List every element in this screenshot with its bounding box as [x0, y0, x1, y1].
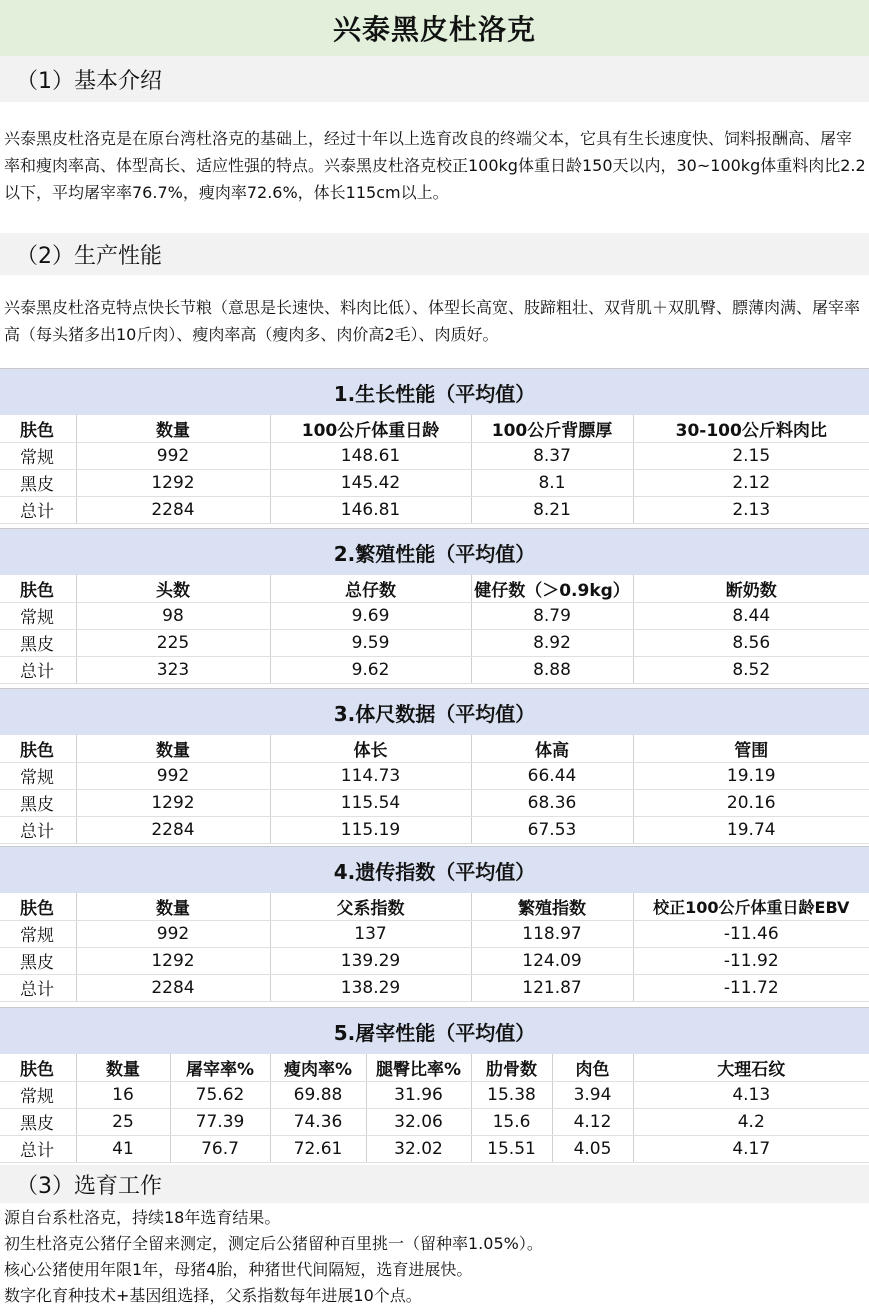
table-cell: 黑皮: [0, 469, 76, 496]
table-cell: 992: [76, 920, 270, 947]
body-size-table-title: 3.体尺数据（平均值）: [0, 688, 869, 735]
table-cell: 115.19: [270, 816, 471, 843]
table-cell: 19.74: [633, 816, 869, 843]
table-cell: 138.29: [270, 974, 471, 1001]
table-cell: 323: [76, 656, 270, 683]
header-cell: 数量: [76, 893, 270, 920]
list-item: 数字化育种技术+基因组选择，父系指数每年进展10个点。: [4, 1286, 422, 1305]
table-cell: 总计: [0, 496, 76, 523]
table-cell: -11.72: [633, 974, 869, 1001]
table-cell: 72.61: [270, 1135, 366, 1162]
section-heading-intro: （1）基本介绍: [0, 56, 869, 102]
table-cell: 67.53: [471, 816, 633, 843]
table-cell: 4.05: [552, 1135, 633, 1162]
list-item: 初生杜洛克公猪仔全留来测定，测定后公猪留种百里挑一（留种率1.05%）。: [4, 1234, 543, 1253]
table-cell: 139.29: [270, 947, 471, 974]
table-cell: -11.92: [633, 947, 869, 974]
header-cell: 100公斤背膘厚: [471, 415, 633, 442]
table-cell: 2284: [76, 496, 270, 523]
header-cell: 100公斤体重日龄: [270, 415, 471, 442]
table-cell: 20.16: [633, 789, 869, 816]
table-cell: 4.17: [633, 1135, 869, 1162]
table-cell: 常规: [0, 1081, 76, 1108]
table-cell: 15.51: [471, 1135, 552, 1162]
table-row: [0, 442, 869, 469]
table-cell: 25: [76, 1108, 170, 1135]
table-row: [0, 602, 869, 629]
header-cell: 头数: [76, 575, 270, 602]
table-cell: 32.02: [366, 1135, 471, 1162]
table-cell: 黑皮: [0, 1108, 76, 1135]
table-cell: 77.39: [170, 1108, 270, 1135]
table-cell: 8.21: [471, 496, 633, 523]
table-cell: 8.1: [471, 469, 633, 496]
table-cell: 8.52: [633, 656, 869, 683]
table-cell: 1292: [76, 469, 270, 496]
table-cell: 总计: [0, 656, 76, 683]
table-cell: 2284: [76, 816, 270, 843]
header-cell: 肤色: [0, 1054, 76, 1081]
table-row: [0, 1081, 869, 1108]
header-cell: 肤色: [0, 415, 76, 442]
header-cell: 肉色: [552, 1054, 633, 1081]
body-size-table: [0, 735, 869, 844]
table-row: [0, 1135, 869, 1162]
table-cell: -11.46: [633, 920, 869, 947]
list-item: 源自台系杜洛克，持续18年选育结果。: [4, 1208, 281, 1227]
slaughter-table-block: [0, 1007, 869, 1163]
table-cell: 常规: [0, 442, 76, 469]
table-cell: 19.19: [633, 762, 869, 789]
table-cell: 8.88: [471, 656, 633, 683]
table-cell: 常规: [0, 602, 76, 629]
table-row: [0, 974, 869, 1001]
table-cell: 常规: [0, 762, 76, 789]
table-cell: 2.15: [633, 442, 869, 469]
section-heading-production: （2）生产性能: [0, 233, 869, 275]
table-cell: 68.36: [471, 789, 633, 816]
table-cell: 121.87: [471, 974, 633, 1001]
genetic-table: [0, 893, 869, 1002]
table-cell: 4.2: [633, 1108, 869, 1135]
table-cell: 98: [76, 602, 270, 629]
table-cell: 9.59: [270, 629, 471, 656]
table-cell: 114.73: [270, 762, 471, 789]
table-cell: 225: [76, 629, 270, 656]
table-cell: 常规: [0, 920, 76, 947]
table-row: [0, 920, 869, 947]
header-cell: 肤色: [0, 575, 76, 602]
table-cell: 992: [76, 442, 270, 469]
table-row: [0, 469, 869, 496]
table-cell: 9.69: [270, 602, 471, 629]
table-row: [0, 789, 869, 816]
table-header-row: [0, 893, 869, 920]
body-size-table-block: [0, 688, 869, 844]
table-row: [0, 762, 869, 789]
table-cell: 黑皮: [0, 789, 76, 816]
table-cell: 4.12: [552, 1108, 633, 1135]
header-cell: 总仔数: [270, 575, 471, 602]
table-cell: 9.62: [270, 656, 471, 683]
production-paragraph: 兴泰黑皮杜洛克特点快长节粮（意思是长速快、料肉比低）、体型长高宽、肢蹄粗壮、双背肌＋双肌臀、膘薄肉满、屠宰率高（每头猪多出10斤肉）、瘦肉率高（瘦肉多、肉价高2毛）、肉质好。: [4, 298, 861, 344]
table-cell: 8.92: [471, 629, 633, 656]
table-cell: 137: [270, 920, 471, 947]
table-header-row: [0, 1054, 869, 1081]
header-cell: 肋骨数: [471, 1054, 552, 1081]
header-cell: 腿臀比率%: [366, 1054, 471, 1081]
header-cell: 大理石纹: [633, 1054, 869, 1081]
slaughter-table-title: 5.屠宰性能（平均值）: [0, 1007, 869, 1054]
table-cell: 16: [76, 1081, 170, 1108]
header-cell: 管围: [633, 735, 869, 762]
table-cell: 146.81: [270, 496, 471, 523]
table-cell: 115.54: [270, 789, 471, 816]
table-cell: 41: [76, 1135, 170, 1162]
table-cell: 1292: [76, 789, 270, 816]
table-cell: 1292: [76, 947, 270, 974]
header-cell: 数量: [76, 415, 270, 442]
table-cell: 4.13: [633, 1081, 869, 1108]
table-cell: 8.37: [471, 442, 633, 469]
slaughter-table: [0, 1054, 869, 1163]
table-cell: 总计: [0, 816, 76, 843]
table-cell: 2.13: [633, 496, 869, 523]
header-cell: 体长: [270, 735, 471, 762]
header-cell: 数量: [76, 1054, 170, 1081]
table-cell: 31.96: [366, 1081, 471, 1108]
table-cell: 3.94: [552, 1081, 633, 1108]
header-cell: 繁殖指数: [471, 893, 633, 920]
table-cell: 总计: [0, 974, 76, 1001]
reproduction-table: [0, 575, 869, 684]
table-cell: 992: [76, 762, 270, 789]
table-cell: 2284: [76, 974, 270, 1001]
page-title: 兴泰黑皮杜洛克: [0, 0, 869, 56]
table-cell: 69.88: [270, 1081, 366, 1108]
header-cell: 断奶数: [633, 575, 869, 602]
list-item: 核心公猪使用年限1年，母猪4胎，种猪世代间隔短，选育进展快。: [4, 1260, 473, 1279]
header-cell: 健仔数（＞0.9kg）: [471, 575, 633, 602]
breeding-work-list: [4, 1205, 866, 1309]
reproduction-table-block: [0, 528, 869, 684]
header-cell: 肤色: [0, 735, 76, 762]
intro-paragraph: 兴泰黑皮杜洛克是在原台湾杜洛克的基础上，经过十年以上选育改良的终端父本，它具有生长速度快、饲料报酬高、屠宰率和瘦肉率高、体型高长、适应性强的特点。兴泰黑皮杜洛克校正100kg体重日龄150天以内，30~100kg体重料肉比2.2以下，平均屠宰率76.7%，瘦肉率72.6%，体长115cm以上。: [4, 129, 866, 202]
table-cell: 75.62: [170, 1081, 270, 1108]
table-cell: 74.36: [270, 1108, 366, 1135]
table-header-row: [0, 575, 869, 602]
table-cell: 76.7: [170, 1135, 270, 1162]
table-cell: 黑皮: [0, 947, 76, 974]
reproduction-table-title: 2.繁殖性能（平均值）: [0, 528, 869, 575]
table-row: [0, 1108, 869, 1135]
table-cell: 8.44: [633, 602, 869, 629]
table-cell: 118.97: [471, 920, 633, 947]
header-cell: 屠宰率%: [170, 1054, 270, 1081]
table-row: [0, 629, 869, 656]
growth-table-block: [0, 368, 869, 524]
growth-table: [0, 415, 869, 524]
header-cell: 父系指数: [270, 893, 471, 920]
growth-table-title: 1.生长性能（平均值）: [0, 368, 869, 415]
genetic-table-block: [0, 846, 869, 1002]
table-row: [0, 656, 869, 683]
table-cell: 2.12: [633, 469, 869, 496]
header-cell: 30-100公斤料肉比: [633, 415, 869, 442]
table-cell: 15.6: [471, 1108, 552, 1135]
table-cell: 15.38: [471, 1081, 552, 1108]
table-cell: 8.79: [471, 602, 633, 629]
header-cell: 校正100公斤体重日龄EBV: [633, 893, 869, 920]
table-cell: 124.09: [471, 947, 633, 974]
header-cell: 瘦肉率%: [270, 1054, 366, 1081]
table-header-row: [0, 735, 869, 762]
table-cell: 总计: [0, 1135, 76, 1162]
header-cell: 肤色: [0, 893, 76, 920]
header-cell: 数量: [76, 735, 270, 762]
table-cell: 8.56: [633, 629, 869, 656]
table-cell: 148.61: [270, 442, 471, 469]
table-cell: 66.44: [471, 762, 633, 789]
genetic-table-title: 4.遗传指数（平均值）: [0, 846, 869, 893]
header-cell: 体高: [471, 735, 633, 762]
section-heading-breeding-work: （3）选育工作: [0, 1165, 869, 1203]
table-row: [0, 816, 869, 843]
table-header-row: [0, 415, 869, 442]
table-cell: 32.06: [366, 1108, 471, 1135]
table-row: [0, 947, 869, 974]
table-row: [0, 496, 869, 523]
table-cell: 145.42: [270, 469, 471, 496]
table-cell: 黑皮: [0, 629, 76, 656]
